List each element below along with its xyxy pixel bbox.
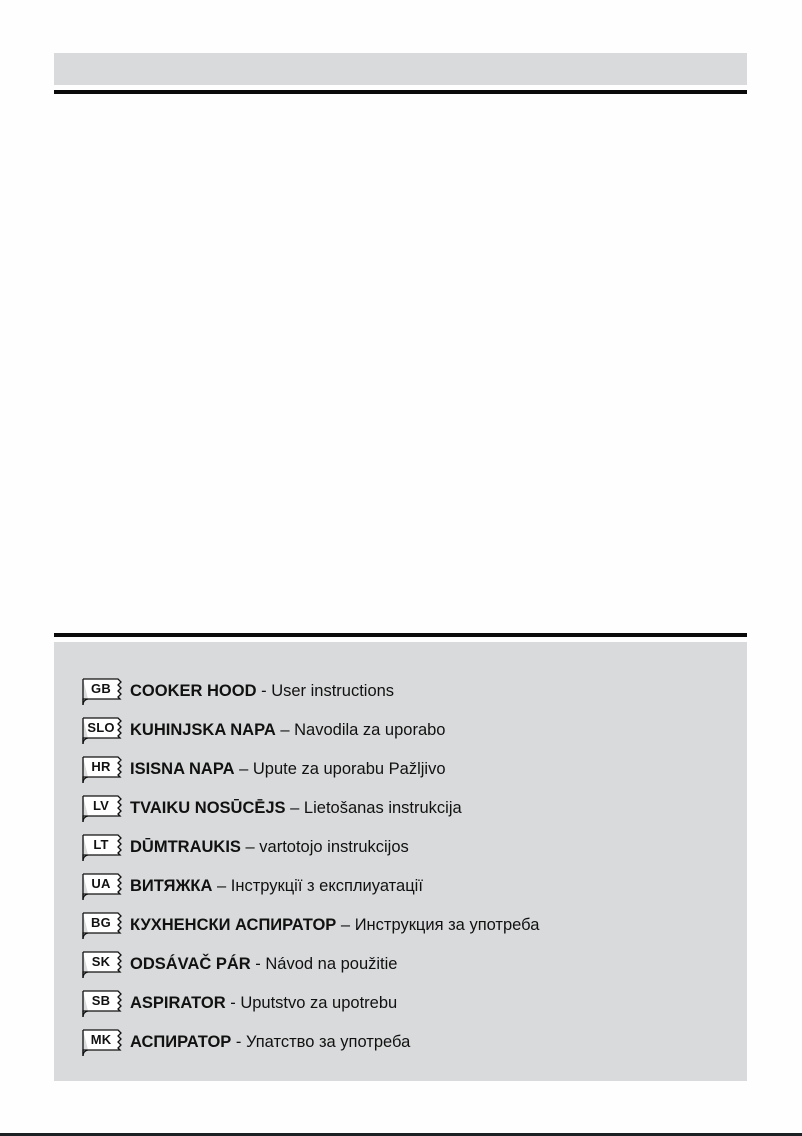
language-code: UA — [91, 875, 111, 891]
language-code: LV — [92, 797, 110, 813]
header-rule — [54, 90, 747, 94]
product-name: ВИТЯЖКА — [130, 877, 213, 895]
flag-icon — [80, 949, 124, 981]
separator: - — [225, 994, 241, 1012]
language-item-ua — [80, 867, 539, 906]
language-item-lt — [80, 828, 539, 867]
separator: – — [275, 721, 295, 739]
languages-section-rule — [54, 633, 747, 637]
language-item-bg — [80, 906, 539, 945]
flag-icon — [80, 715, 124, 747]
separator: – — [240, 838, 260, 856]
separator: - — [250, 955, 266, 973]
languages-panel — [54, 642, 747, 1081]
separator: – — [285, 799, 304, 817]
flag-icon — [80, 910, 124, 942]
product-name: АСПИРАТОР — [130, 1033, 232, 1051]
language-code: MK — [90, 1031, 112, 1047]
language-code: SK — [91, 953, 111, 969]
instructions-subtitle: Uputstvo za upotrebu — [240, 994, 398, 1012]
flag-icon — [80, 1027, 124, 1059]
flag-icon — [80, 793, 124, 825]
flag-icon — [80, 754, 124, 786]
product-name: ISISNA NAPA — [130, 760, 235, 778]
instructions-subtitle: Lietošanas instrukcija — [303, 799, 462, 817]
separator: – — [336, 916, 355, 934]
product-name: КУХНЕНСКИ АСПИРАТОР — [130, 916, 337, 934]
language-code: LT — [93, 836, 109, 852]
header-gray-bar — [54, 53, 747, 85]
language-item-gb — [80, 672, 539, 711]
product-name: COOKER HOOD — [130, 682, 257, 700]
language-item-sk — [80, 945, 539, 984]
instructions-subtitle: Upute za uporabu Pažljivo — [252, 760, 446, 778]
instructions-subtitle: Návod na použitie — [265, 955, 398, 973]
language-item-slo — [80, 711, 539, 750]
product-name: ASPIRATOR — [130, 994, 226, 1012]
instructions-subtitle: Navodila za uporabo — [294, 721, 446, 739]
language-item-lv — [80, 789, 539, 828]
product-name: TVAIKU NOSŪCĒJS — [130, 799, 286, 817]
language-item-sb — [80, 984, 539, 1023]
flag-icon — [80, 871, 124, 903]
product-name: DŪMTRAUKIS — [130, 838, 241, 856]
language-list — [80, 672, 539, 1062]
language-code: SLO — [87, 719, 115, 735]
separator: – — [234, 760, 253, 778]
instructions-subtitle: User instructions — [271, 682, 395, 700]
instructions-subtitle: Інструкції з експлиуатації — [230, 877, 423, 895]
flag-icon — [80, 832, 124, 864]
language-code: BG — [91, 914, 111, 930]
language-code: GB — [91, 680, 111, 696]
language-code: SB — [91, 992, 111, 1008]
separator: - — [231, 1033, 246, 1051]
flag-icon — [80, 988, 124, 1020]
separator: – — [212, 877, 231, 895]
language-item-hr — [80, 750, 539, 789]
instructions-subtitle: vartotojo instrukcijos — [259, 838, 409, 856]
language-code: HR — [91, 758, 111, 774]
instructions-subtitle: Упатство за употреба — [245, 1033, 411, 1051]
separator: - — [256, 682, 272, 700]
instructions-subtitle: Инструкция за употреба — [354, 916, 540, 934]
product-name: KUHINJSKA NAPA — [130, 721, 276, 739]
flag-icon — [80, 676, 124, 708]
language-item-mk — [80, 1023, 539, 1062]
product-name: ODSÁVAČ PÁR — [130, 955, 251, 973]
